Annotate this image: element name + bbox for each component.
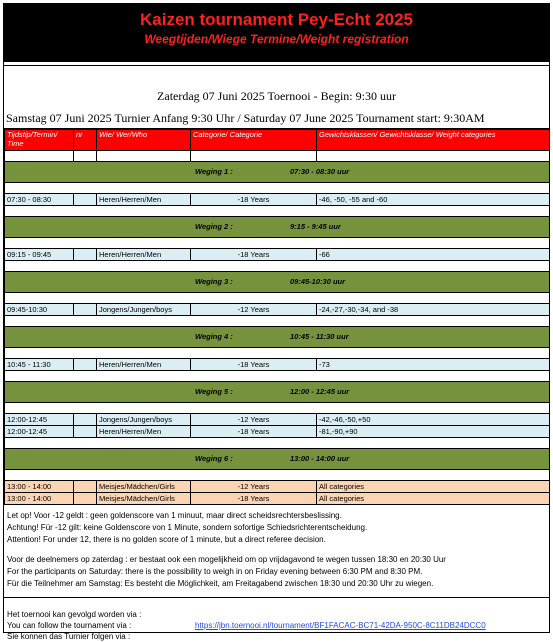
follow-line-german [7, 631, 549, 642]
spacer-row [5, 238, 550, 249]
cell-category: -18 Years [191, 194, 317, 206]
cell-time: 12:00-12:45 [5, 414, 74, 426]
cell-nr [74, 426, 97, 438]
cell-weights: -42,-46,-50,+50 [317, 414, 550, 426]
cell-time: 13:00 - 14:00 [5, 493, 74, 505]
cell-who: Heren/Herren/Men [97, 249, 191, 261]
spacer-row [5, 403, 550, 414]
cell-who: Jongens/Jungen/boys [97, 304, 191, 316]
cell-time: 09:15 - 09:45 [5, 249, 74, 261]
blank-cell [5, 151, 74, 162]
column-header-time: Tijdstip/Termin/ Time [5, 130, 74, 151]
column-header-who: Wie/ Wer/Who [97, 130, 191, 151]
tournament-link[interactable]: https://jbn.toernooi.nl/tournament/BF1FACAC-BC71-42DA-950C-8C11DB24DCC0 [195, 621, 486, 630]
spacer-row [5, 348, 550, 359]
weigh-session-label: Weging 4 : [195, 332, 233, 341]
notes [4, 505, 549, 590]
cell-nr [74, 249, 97, 261]
spacer-cell [5, 261, 550, 272]
blank-cell [317, 151, 550, 162]
column-header-weights: Gewichtsklassen/ Gewichtsklasse/ Weight categories [317, 130, 550, 151]
weigh-session-label: Weging 2 : [195, 222, 233, 231]
spacer-row [5, 316, 550, 327]
cell-nr [74, 481, 97, 493]
cell-time: 13:00 - 14:00 [5, 481, 74, 493]
spacer-row [5, 293, 550, 304]
weigh-session-time: 07:30 - 08:30 uur [290, 167, 350, 176]
weigh-session-time: 10:45 - 11:30 uur [290, 332, 349, 341]
follow-text-english: You can follow the tournament via : [7, 621, 132, 630]
header [4, 4, 549, 62]
note-dutch-golden-score: Let op! Voor -12 geldt : geen goldenscore van 1 minuut, maar direct scheidsrechtersbeslissing. [7, 511, 342, 520]
spacer-cell [5, 206, 550, 217]
weigh-session-label: Weging 6 : [195, 454, 233, 463]
weigh-session-header [5, 327, 550, 348]
cell-category: -12 Years [191, 414, 317, 426]
spacer-cell [5, 316, 550, 327]
weigh-session-time: 13:00 - 14:00 uur [290, 454, 350, 463]
spacer-cell [5, 293, 550, 304]
cell-who: Heren/Herren/Men [97, 194, 191, 206]
cell-nr [74, 414, 97, 426]
cell-who: Heren/Herren/Men [97, 359, 191, 371]
weigh-session-time: 12:00 - 12:45 uur [290, 387, 350, 396]
weigh-session-cell [5, 327, 550, 348]
weigh-session-cell [5, 382, 550, 403]
cell-time: 09:45-10:30 [5, 304, 74, 316]
note-english-golden-score: Attention! For under 12, there is no golden score of 1 minute, but a direct referee decision. [7, 535, 326, 544]
table-row [5, 414, 550, 426]
cell-category: -18 Years [191, 359, 317, 371]
blank-row [5, 151, 550, 162]
cell-time: 10:45 - 11:30 [5, 359, 74, 371]
table-row [5, 194, 550, 206]
note-english-friday-weigh-in: For the participants on Saturday: there is the possibility to weigh in on Friday evening between 6:30 PM and 8:30 PM. [7, 567, 423, 576]
cell-weights: -66 [317, 249, 550, 261]
page-subtitle: Weegtijden/Wiege Termine/Weight registration [144, 32, 409, 46]
spacer-cell [5, 438, 550, 449]
table-row [5, 249, 550, 261]
cell-nr [74, 493, 97, 505]
intro-line-dutch: Zaterdag 07 Juni 2025 Toernooi - Begin: 9:30 uur [157, 89, 396, 103]
intro-line-german-english: Samstag 07 Juni 2025 Turnier Anfang 9:30 Uhr / Saturday 07 June 2025 Tournament start: 9:30AM [6, 111, 485, 125]
schedule-table [4, 129, 550, 505]
cell-weights: -81,-90,+90 [317, 426, 550, 438]
cell-nr [74, 194, 97, 206]
cell-who: Heren/Herren/Men [97, 426, 191, 438]
footer [4, 597, 549, 642]
weigh-session-label: Weging 1 : [195, 167, 233, 176]
table-row [5, 304, 550, 316]
cell-nr [74, 304, 97, 316]
spacer-row [5, 470, 550, 481]
weigh-session-header [5, 217, 550, 238]
cell-category: -12 Years [191, 304, 317, 316]
cell-category: -18 Years [191, 426, 317, 438]
table-row [5, 481, 550, 493]
spacer-cell [5, 470, 550, 481]
cell-weights: -46, -50, -55 and -60 [317, 194, 550, 206]
spacer-row [5, 183, 550, 194]
follow-line-dutch [7, 609, 549, 620]
spacer-cell [5, 238, 550, 249]
spacer-cell [5, 348, 550, 359]
weigh-session-cell [5, 162, 550, 183]
table-row [5, 359, 550, 371]
intro [4, 65, 549, 129]
cell-who: Meisjes/Mädchen/Girls [97, 481, 191, 493]
weigh-session-time: 09:45-10:30 uur [290, 277, 346, 286]
spacer-cell [5, 371, 550, 382]
spacer-cell [5, 183, 550, 194]
note-german-friday-weigh-in: Für die Teilnehmer am Samstag: Es besteht die Möglichkeit, am Freitagabend zwischen 18:30 und 20:30 Uhr zu wiegen. [7, 579, 434, 588]
cell-weights: -24,-27,-30,-34, and -38 [317, 304, 550, 316]
blank-cell [74, 151, 97, 162]
cell-weights: All categories [317, 481, 550, 493]
weigh-session-cell [5, 217, 550, 238]
weigh-session-header [5, 272, 550, 293]
cell-category: -12 Years [191, 481, 317, 493]
cell-category: -18 Years [191, 493, 317, 505]
table-row [5, 493, 550, 505]
cell-weights: -73 [317, 359, 550, 371]
cell-category: -18 Years [191, 249, 317, 261]
weigh-session-time: 9:15 - 9:45 uur [290, 222, 341, 231]
cell-time: 12:00-12:45 [5, 426, 74, 438]
weigh-session-cell [5, 272, 550, 293]
weigh-session-header [5, 449, 550, 470]
cell-who: Jongens/Jungen/boys [97, 414, 191, 426]
cell-time: 07:30 - 08:30 [5, 194, 74, 206]
spacer-row [5, 206, 550, 217]
note-dutch-friday-weigh-in: Voor de deelnemers op zaterdag : er bestaat ook een mogelijkheid om op vrijdagavond te wegen tussen 18:30 en 20:30 Uur [7, 555, 446, 564]
weigh-session-label: Weging 5 : [195, 387, 233, 396]
note-german-golden-score: Achtung! Für -12 gilt: keine Goldenscore von 1 Minute, sondern sofortige Schiedsrichterentscheidung. [7, 523, 368, 532]
follow-text-german: Sie konnen das Turnier folgen via : [7, 632, 131, 641]
weigh-session-label: Weging 3 : [195, 277, 233, 286]
table-row [5, 426, 550, 438]
weigh-session-header [5, 382, 550, 403]
cell-who: Meisjes/Mädchen/Girls [97, 493, 191, 505]
cell-nr [74, 359, 97, 371]
spacer-row [5, 371, 550, 382]
cell-weights: All categories [317, 493, 550, 505]
follow-text-dutch: Het toernooi kan gevolgd worden via : [7, 610, 142, 619]
blank-cell [97, 151, 191, 162]
weigh-session-header [5, 162, 550, 183]
column-header-category: Categorie/ Categorie [191, 130, 317, 151]
weigh-in-sheet [3, 3, 550, 641]
column-header-row [5, 130, 550, 151]
column-header-nr: nr [74, 130, 97, 151]
blank-cell [191, 151, 317, 162]
weigh-session-cell [5, 449, 550, 470]
follow-line-english [7, 620, 549, 631]
spacer-row [5, 438, 550, 449]
spacer-row [5, 261, 550, 272]
page-title: Kaizen tournament Pey-Echt 2025 [139, 10, 414, 29]
spacer-cell [5, 403, 550, 414]
